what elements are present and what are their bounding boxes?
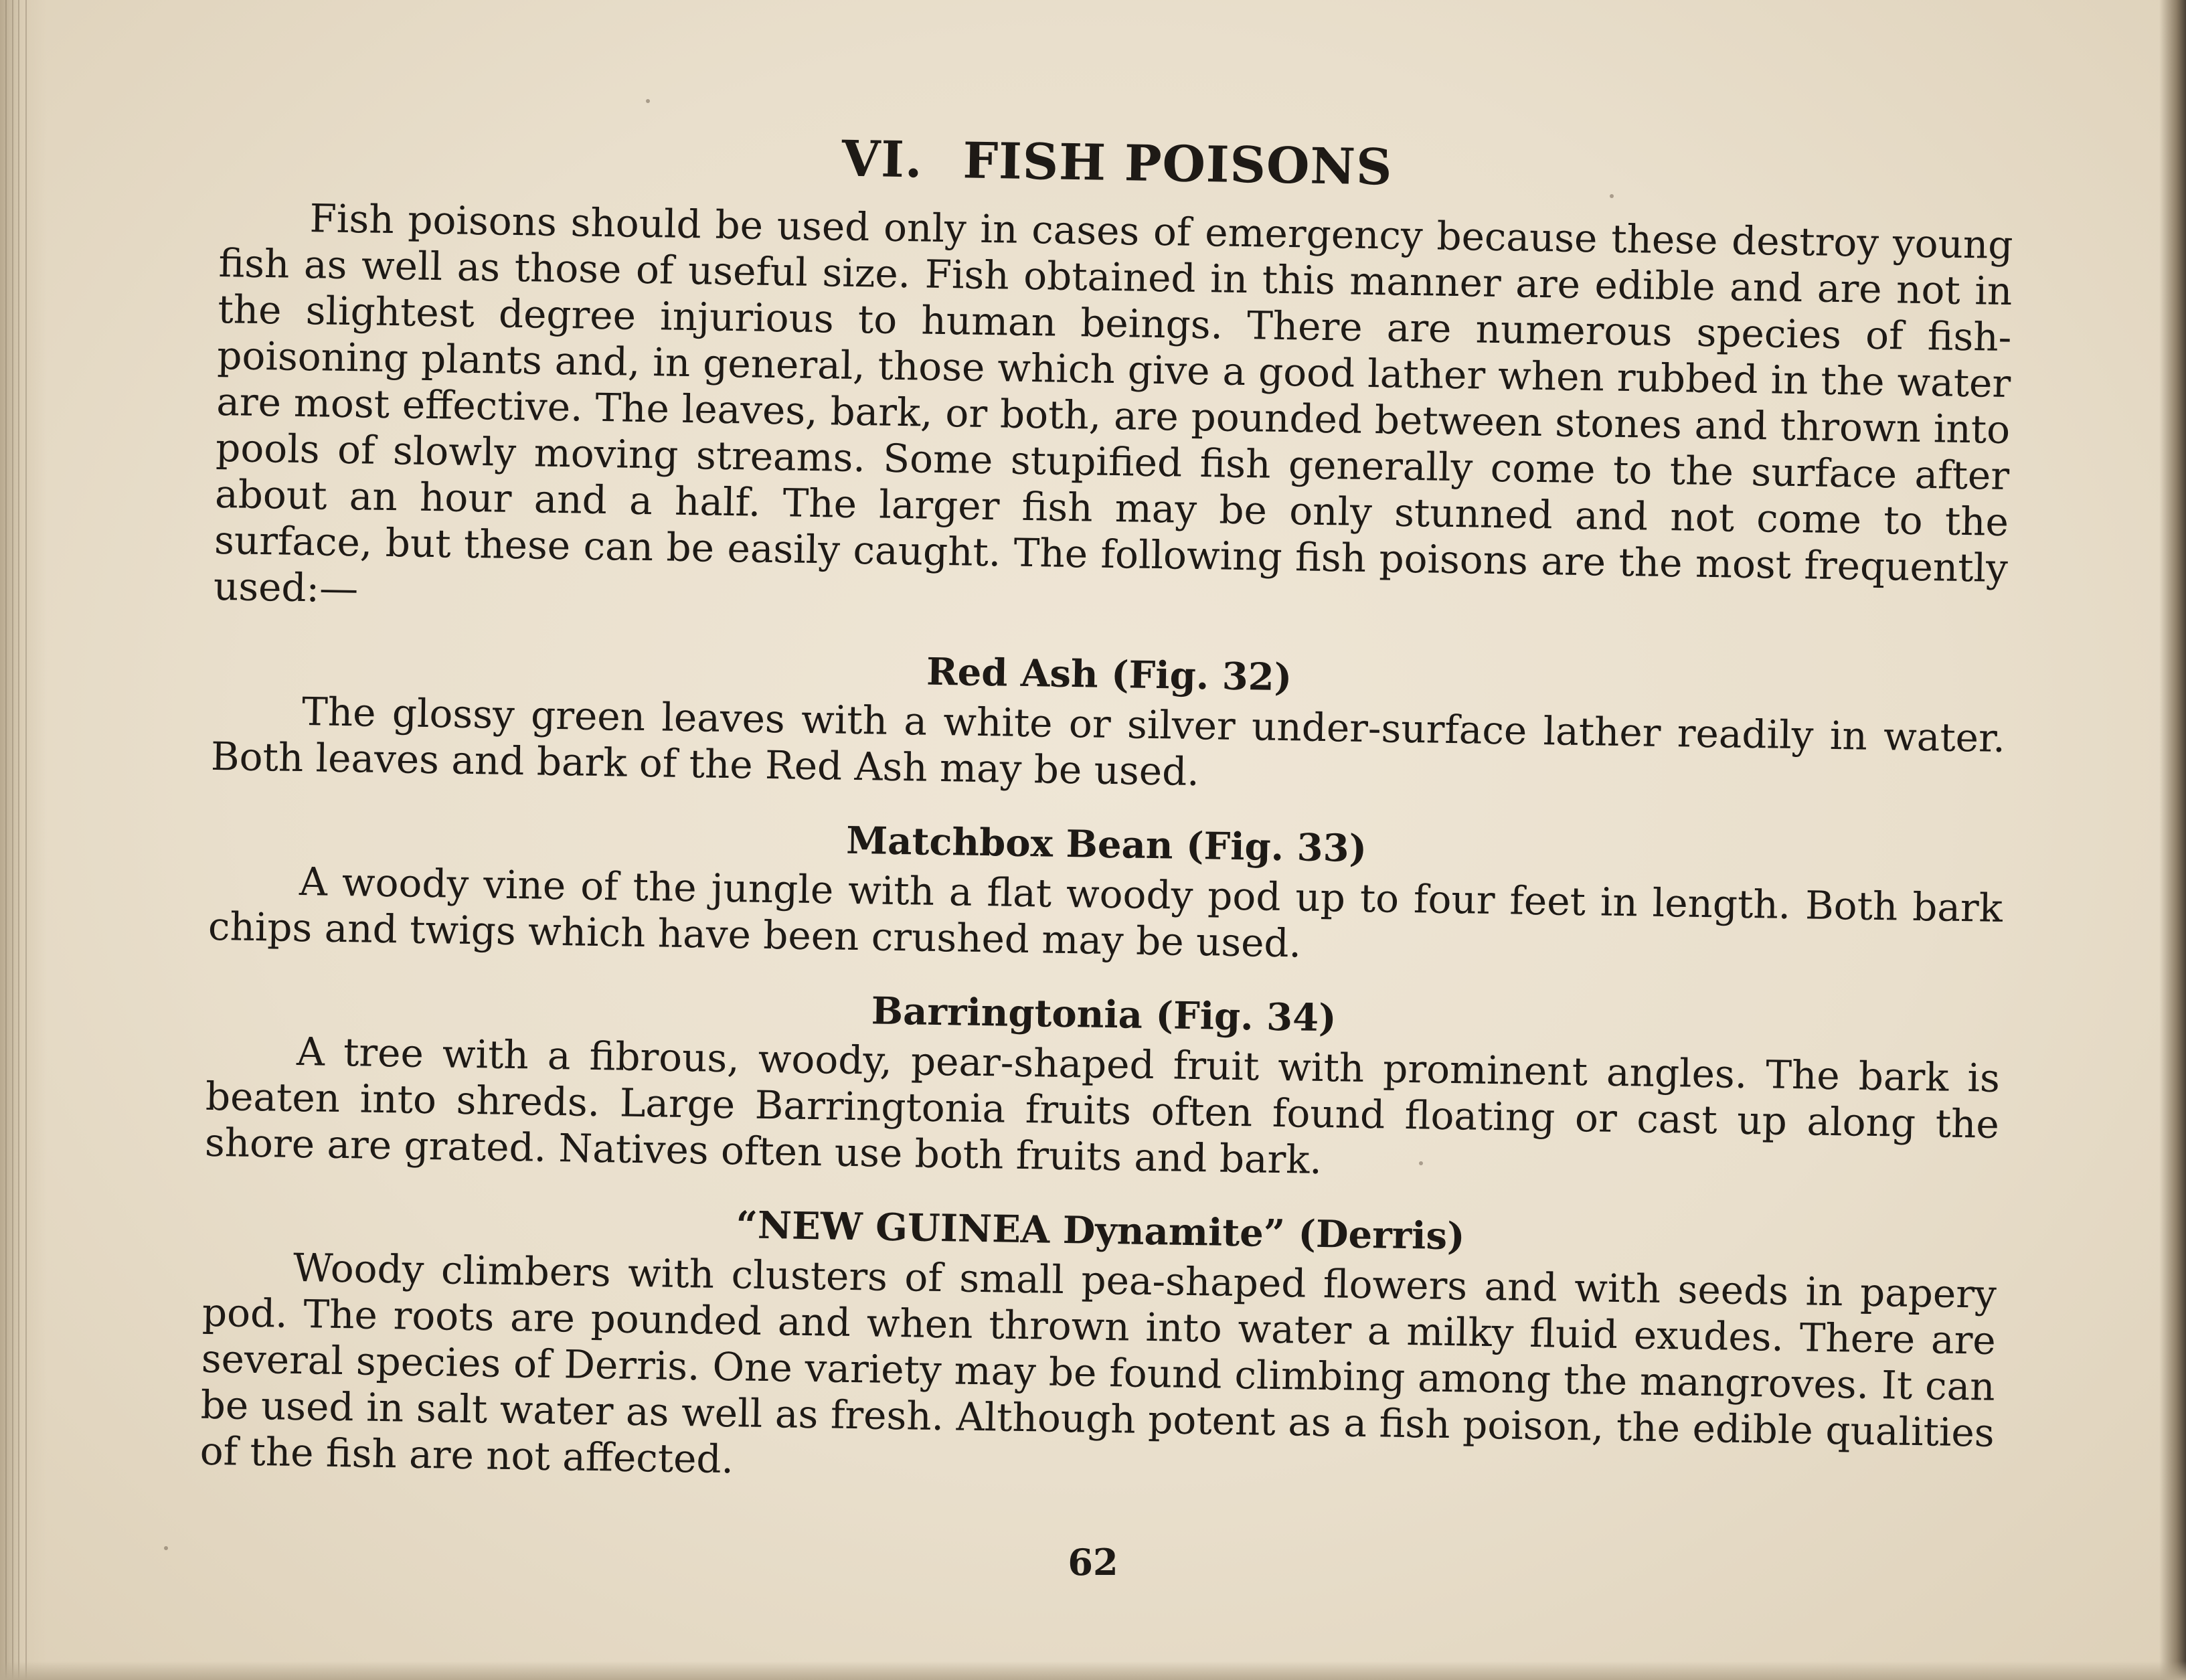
figure-reference: (Fig. 34) <box>1155 993 1337 1041</box>
section-name: Matchbox Bean <box>845 818 1174 868</box>
chapter-title: FISH POISONS <box>962 132 1394 197</box>
figure-reference: (Fig. 32) <box>1110 652 1292 700</box>
section-name: Red Ash <box>926 649 1099 697</box>
page-outer-edge <box>2159 0 2186 1680</box>
section-text-barringtonia: A tree with a fibrous, woody, pear-shaped fruit with prominent angles. The bark is beaten into shreds. Large Barringtonia fruits often found floating or cast up along the shore are grated. Natives often use both fruits and bark. <box>204 1028 2001 1183</box>
intro-paragraph: Fish poisons should be used only in cases of emergency because these destroy young fish as well as those of useful size. Fish obtained in this manner are edible and are not in the slightest degree injurious to human beings. There are numerous species of fish-poisoning plants and, in general, those which give a good lather when rubbed in the water are most effective. The leaves, bark, or both, are pounded between stones and thrown into pools of slowly moving streams. Some stupified fish generally come to the surface after about an hour and a half. The larger fish may be only stunned and not come to the surface, but these can be easily caught. The following fish poisons are the most frequently used:— <box>213 195 2013 612</box>
page-text <box>199 120 2014 1503</box>
figure-reference: (Fig. 33) <box>1185 823 1367 871</box>
page-bottom-edge <box>0 1661 2186 1680</box>
chapter-heading <box>220 120 2015 206</box>
page-binding-edge <box>0 0 47 1680</box>
paper-speck <box>646 99 650 103</box>
section-text-red-ash: The glossy green leaves with a white or silver under-surface lather readily in water. Both leaves and bark of the Red Ash may be used. <box>210 689 2006 795</box>
page-number: 62 <box>1068 1541 1118 1584</box>
figure-reference: (Derris) <box>1298 1211 1466 1259</box>
section-text-matchbox-bean: A woody vine of the jungle with a flat woody pod up to four feet in length. Both bark chips and twigs which have been crushed may be used. <box>207 858 2003 967</box>
section-name: Barringtonia <box>871 989 1143 1037</box>
section-name: “NEW GUINEA Dynamite” <box>736 1203 1286 1256</box>
section-text-derris: Woody climbers with clusters of small pea-shaped flowers and with seeds in papery pod. The roots are pounded and when thrown into water a milky fluid exudes. There are several species of Derris. One variety may be found climbing among the mangroves. It can be used in salt water as well as fresh. Although potent as a fish poison, the edible qualities of the fish are not affected. <box>199 1244 1997 1483</box>
chapter-number: VI. <box>841 130 924 189</box>
